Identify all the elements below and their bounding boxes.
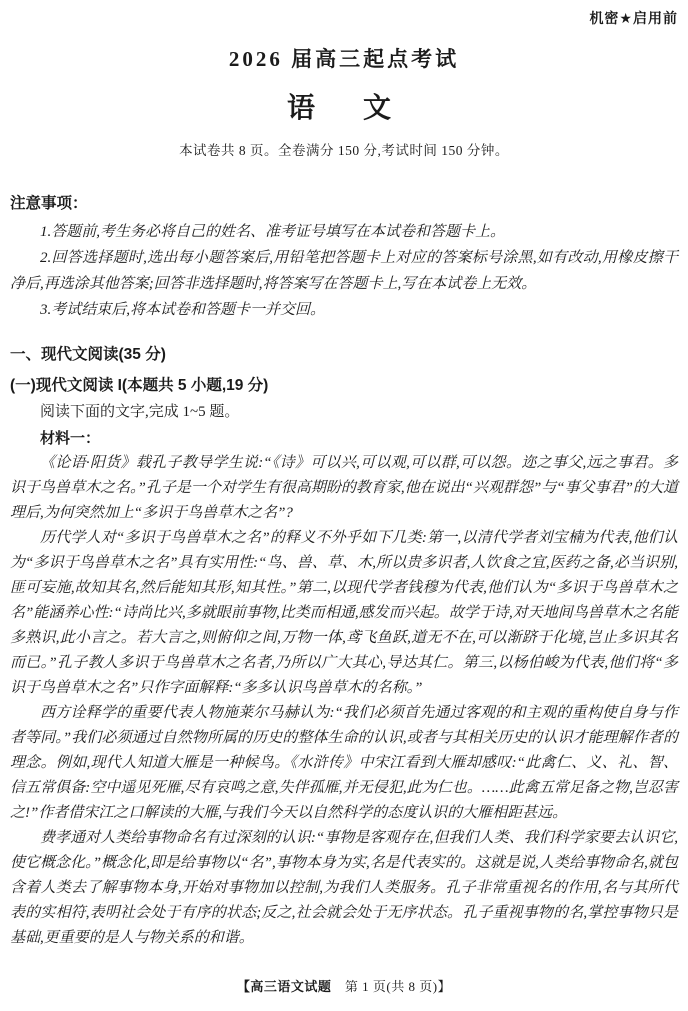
material-paragraph-4: 费孝通对人类给事物命名有过深刻的认识:“事物是客观存在,但我们人类、我们科学家要去认识它,使它概念化。”概念化,即是给事物以“名”,事物本身为实,名是代表实的。这就是说,人类给事物命名,就包含着人类去了解事物本身,开始对事物加以控制,为我们人类服务。孔子非常重视名的作用,名与其所代表的实相符,表明社会处于有序的状态;反之,社会就会处于无序状态。孔子重视事物的名,掌控事物只是基础,更重要的是人与物关系的和谐。 [10,830,678,946]
material-paragraph-1: 《论语·阳货》载孔子教导学生说:“《诗》可以兴,可以观,可以群,可以怨。迩之事父,远之事君。多识于鸟兽草木之名。”孔子是一个对学生有很高期盼的教育家,他在说出“兴观群怨”与“事父事君”的大道理后,为何突然加上“多识于鸟兽草木之名”? [10,455,678,521]
notice-item-2: 2.回答选择题时,选出每小题答案后,用铅笔把答题卡上对应的答案标号涂黑,如有改动,用橡皮擦干净后,再选涂其他答案;回答非选择题时,将答案写在答题卡上,写在本试卷上无效。 [10,250,678,292]
subject-title: 语 文 [286,93,401,124]
page-footer [0,976,688,995]
notice-item-1: 1.答题前,考生务必将自己的姓名、准考证号填写在本试卷和答题卡上。 [40,224,506,240]
section-heading-modern-reading: 一、现代文阅读(35 分) [10,346,166,363]
material-paragraph-3: 西方诠释学的重要代表人物施莱尔马赫认为:“我们必须首先通过客观的和主观的重构使自身与作者等同。”我们必须通过自然物所属的历史的整体生命的认识,或者与其相关历史的认识才能理解作者的理念。例如,现代人知道大雁是一种候鸟。《水浒传》中宋江看到大雁却感叹:“此禽仁、义、礼、智、信五常俱备:空中遥见死雁,尽有哀鸣之意,失伴孤雁,并无侵犯,此为仁也。……此禽五常足备之物,岂忍害之!”作者借宋江之口解读的大雁,与我们今天以自然科学的态度认识的大雁相距甚远。 [10,705,678,821]
subsection-heading-reading-1: (一)现代文阅读 I(本题共 5 小题,19 分) [10,377,269,394]
footer-page-number: 第 1 页(共 8 页)】 [331,979,452,994]
notice-title: 注意事项： [10,195,88,212]
material-one-label: 材料一： [40,430,101,447]
footer-exam-name: 【高三语文试题 [236,979,332,994]
secrecy-banner: 机密★启用前 [589,10,678,26]
material-paragraph-2: 历代学人对“多识于鸟兽草木之名”的释义不外乎如下几类:第一,以清代学者刘宝楠为代表,他们认为“多识于鸟兽草木之名”具有实用性:“鸟、兽、草、木,所以贵多识者,人饮食之宜,医药之备,必当识别,匪可妄施,故知其名,然后能知其形,知其性。”第二,以现代学者钱穆为代表,他们认为“多识于鸟兽草木之名”能涵养心性:“诗尚比兴,多就眼前事物,比类而相通,感发而兴起。故学于诗,对天地间鸟兽草木之名能多熟识,此小言之。若大言之,则俯仰之间,万物一体,鸢飞鱼跃,道无不在,可以渐跻于化境,岂止多识其名而已。”孔子教人多识于鸟兽草木之名者,乃所以广大其心,导达其仁。第三,以杨伯峻为代表,他们将“多识于鸟兽草木之名”只作字面解释:“多多认识鸟兽草木的名称。” [10,530,678,696]
exam-info-line: 本试卷共 8 页。全卷满分 150 分,考试时间 150 分钟。 [179,143,509,158]
notice-list [10,219,678,323]
reading-instruction: 阅读下面的文字,完成 1~5 题。 [40,404,240,420]
notice-item-3: 3.考试结束后,将本试卷和答题卡一并交回。 [40,302,326,318]
material-one-body [10,451,678,951]
exam-title: 2026 届高三起点考试 [228,47,460,71]
